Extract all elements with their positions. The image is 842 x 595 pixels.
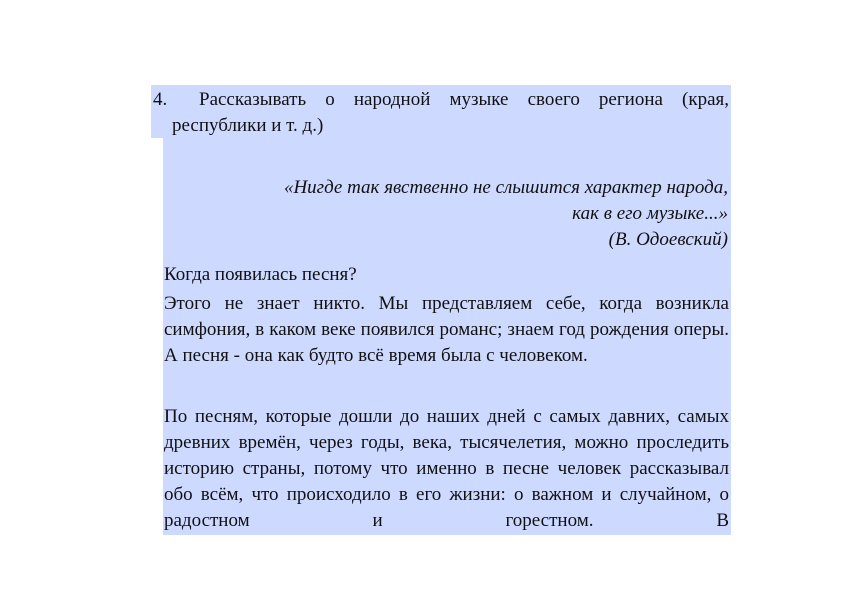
paragraph-2: По песням, которые дошли до наших дней с самых давних, самых древних времён, через годы, века, тысячелетия, можно проследить историю страны, потому что именно в песне человек рассказывал обо всём, что происходило в его жизни: о важном и случайном, о радостном и горестном. В bbox=[164, 406, 729, 531]
epigraph bbox=[165, 175, 728, 253]
list-item-text-line1: Рассказывать о народной музыке своего региона (края, bbox=[199, 89, 729, 110]
epigraph-line2: как в его музыке...» bbox=[572, 203, 728, 224]
list-item-number: 4. bbox=[153, 89, 168, 110]
paragraph-1: Этого не знает никто. Мы представляем себе, когда возникла симфония, в каком веке появился романс; знаем год рождения оперы. А песня - она как будто всё время была с человеком. bbox=[164, 293, 729, 366]
list-item-text-line2: республики и т. д.) bbox=[172, 115, 324, 136]
epigraph-line1: «Нигде так явственно не слышится характер народа, bbox=[283, 177, 728, 198]
list-item bbox=[153, 87, 729, 139]
question-heading: Когда появилась песня? bbox=[164, 264, 357, 285]
epigraph-author: (В. Одоевский) bbox=[608, 229, 728, 250]
